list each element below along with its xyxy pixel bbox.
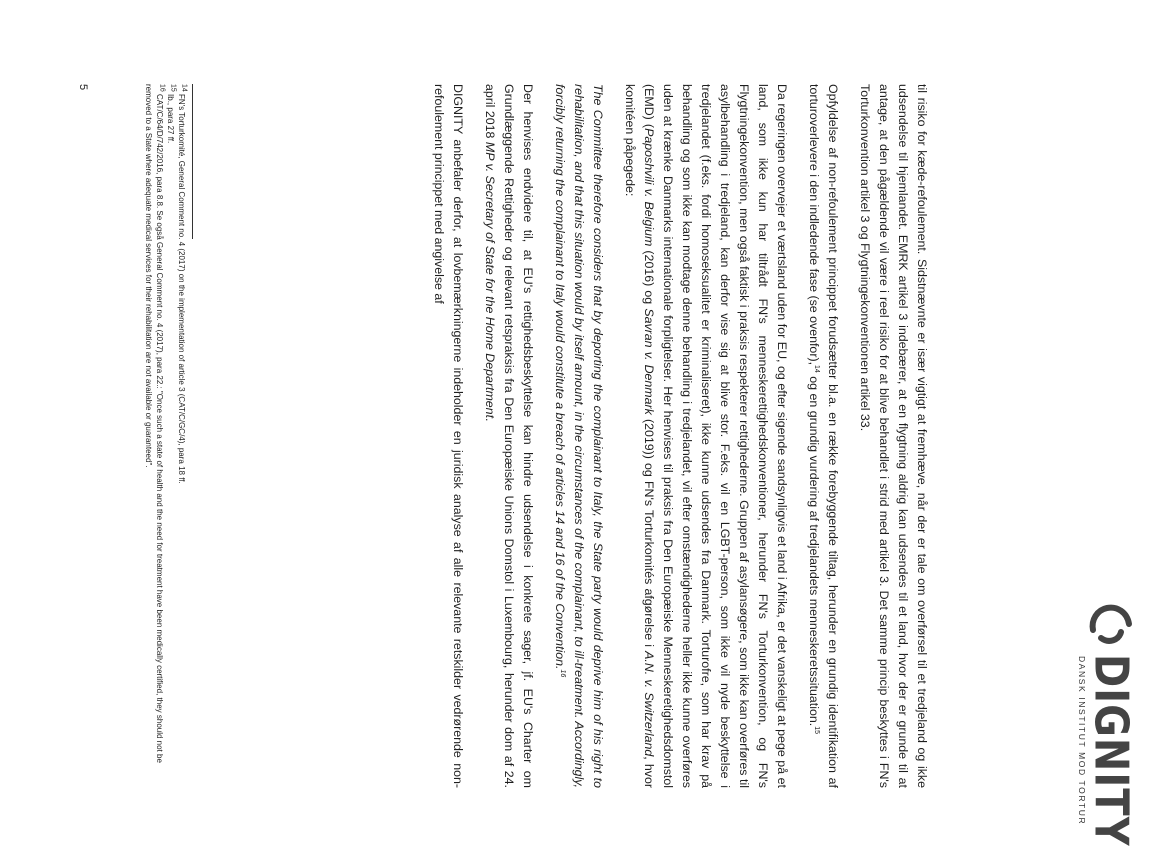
paragraph — [804, 84, 842, 788]
footnote-number: 14 — [180, 84, 188, 92]
paragraph — [620, 84, 791, 788]
case-name: Paposhvili v. Belgium — [642, 128, 656, 247]
case-name: A.N. v. Switzerland — [642, 651, 656, 757]
logo-wordmark: DIGNITY — [1084, 654, 1137, 847]
footnote-number: 16 — [158, 84, 166, 92]
footnote-divider — [192, 84, 193, 239]
body-text — [416, 84, 931, 788]
footnote-ref: 14 — [813, 365, 821, 373]
footnote-text: CAT/C/64/D/742/2016, para 8.8. Se også General Comment no. 4 (2017), para 22.: "Once such a state of health and the need for treatment have been medically certified, they should not be removed to a State where adequate medical services for their rehabilitation are not available or guaranteed". — [144, 84, 164, 763]
paragraph — [429, 84, 467, 788]
paragraph — [480, 84, 537, 788]
paragraph — [855, 84, 931, 788]
page-number: 5 — [77, 84, 89, 91]
footnote-text: Ib., para 27 ff. — [166, 94, 175, 144]
text-run: . — [483, 418, 497, 422]
text-run: Opfyldelse af non-refoulement princippet forudsætter bl.a. en række forebyggende tiltag, herunder en grundig identifikation af torturoverlevere i den indledende fase (se ovenfor), — [807, 84, 840, 788]
footnote-number: 15 — [169, 84, 177, 92]
dignity-logo — [1071, 602, 1139, 847]
text-run: (2016) og — [642, 246, 656, 309]
dignity-logo-icon — [1087, 602, 1135, 650]
text-run: Der henvises endvidere til, at EU's rettighedsbeskyttelse kan hindre udsendelse i konkrete sager, jf. EU's Charter om Grundlæggende Rettigheder og relevant retspraksis fra Den Europæiske Unions Domstol i Luxembourg, herunder dom af 24. april 2018 — [483, 84, 535, 788]
footnote-ref: 16 — [559, 669, 567, 678]
text-run: til risiko for kæde-refoulement. Sidstnævnte er især vigtigt at fremhæve, når der er tale om overførsel til et tredjeland og ikke udsendelse til hjemlandet. EMRK artikel 3 indebærer, at en flygtning aldrig kan udsendes til et land, hvor der er grunde til at antage, at den pågældende vil være i reel risiko for at blive behandlet i strid med artikel 3. Det samme princip beskyttes i FN's Torturkonvention artikel 3 og Flygtningekonventionen artikel 33. — [858, 84, 929, 788]
footnote-ref: 15 — [813, 726, 821, 734]
text-run: (2019)) og FN's Torturkomités afgørelse i — [642, 414, 656, 652]
footnote — [176, 84, 187, 788]
footnote-text: FN's Torturkomité, General Comment no. 4 (2017) on the implementation of article 3 (CAT/C/GC/4), para 18 ff. — [177, 94, 186, 484]
footnote — [165, 84, 176, 788]
text-run: Da regeringen overvejer et værtsland uden for EU, og efter sigende sandsynligvis et land i Afrika, er det vanskeligt at pege på et land, som ikke kun har tiltrådt FN's menneskerettighedskonventioner, herunder FN's Torturkonvention, og FN's Flygtningekonvention, men også faktisk i praksis respekterer rettighederne. Gruppen af asylansøgere, som ikke kan overføres til asylbehandling i tredjeland, kan derfor vise sig at blive stor. F.eks. vil en LGBT-person, som ikke vil nyde beskyttelse i tredjelandet (f.eks. fordi homoseksualitet er kriminaliseret), ikke kunne udsendes fra Danmark. Torturofre, som har krav på behandling og som ikke kan modtage denne behandling i tredjelandet, vil efter omstændighederne heller ikke kunne overføres uden at krænke Danmarks internationale forpligtelser. Her henvises til praksis fra Den Europæiske Menneskeretighedsdomstol (EMD) ( — [642, 84, 789, 788]
text-run: The Committee therefore considers that by deporting the complainant to Italy, the State party would deprive him of his right to rehabilitation, and that this situation would by itself amount, in the circumstances of the complainant, to ill-treatment. Accordingly, forcibly returning the complainant to Italy would constitute a breach of articles 14 and 16 of the Convention. — [553, 84, 605, 788]
text-run: DIGNITY anbefaler derfor, at lovbemærkningerne indeholder en juridisk analyse af alle relevante retskilder vedrørende non-refoulement princippet med angivelse af — [432, 84, 465, 788]
footnote — [143, 84, 165, 788]
text-run: , hvor komitéen påpegede: — [623, 84, 656, 788]
case-name: Savran v. Denmark — [642, 308, 656, 415]
text-run: og en grundig vurdering af tredjelandets menneskeretssituation. — [807, 372, 821, 727]
case-name: MP v. Secretary of State for the Home Department — [483, 141, 497, 419]
logo-subtitle: DANSK INSTITUT MOD TORTUR — [1077, 656, 1087, 826]
block-quote — [550, 84, 607, 788]
footnotes — [143, 84, 187, 788]
